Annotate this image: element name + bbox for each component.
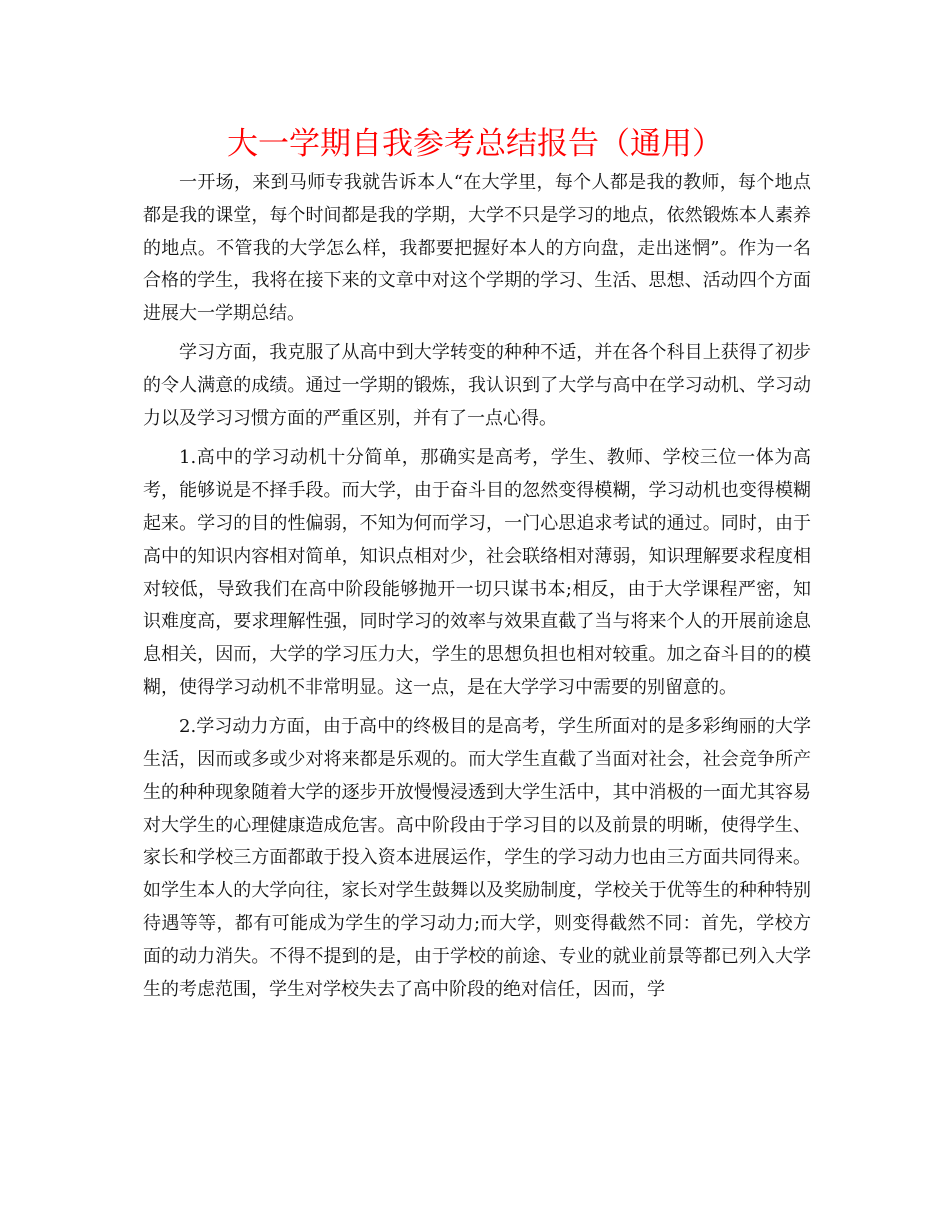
paragraph-intro: 一开场，来到马师专我就告诉本人“在大学里，每个人都是我的教师，每个地点都是我的课堂，每个时间都是我的学期，大学不只是学习的地点，依然锻炼本人素养的地点。不管我的大学怎么样，我都要把握好本人的方向盘，走出迷惘”。作为一名合格的学生，我将在接下来的文章中对这个学期的学习、生活、思想、活动四个方面进展大一学期总结。 bbox=[143, 172, 811, 325]
document-title: 大一学期自我参考总结报告（通用） bbox=[227, 126, 723, 162]
paragraph-study: 学习方面，我克服了从高中到大学转变的种种不适，并在各个科目上获得了初步的令人满意的成绩。通过一学期的锻炼，我认识到了大学与高中在学习动机、学习动力以及学习习惯方面的严重区别，并有了一点心得。 bbox=[143, 342, 811, 430]
document-body bbox=[143, 167, 811, 1013]
paragraph-point-1: 1.高中的学习动机十分简单，那确实是高考，学生、教师、学校三位一体为高考，能够说是不择手段。而大学，由于奋斗目的忽然变得模糊，学习动机也变得模糊起来。学习的目的性偏弱，不知为何而学习，一门心思追求考试的通过。同时，由于高中的知识内容相对简单，知识点相对少，社会联络相对薄弱，知识理解要求程度相对较低，导致我们在高中阶段能够抛开一切只谋书本;相反，由于大学课程严密，知识难度高，要求理解性强，同时学习的效率与效果直截了当与将来个人的开展前途息息相关，因而，大学的学习压力大，学生的思想负担也相对较重。加之奋斗目的的模糊，使得学习动机不非常明显。这一点，是在大学学习中需要的别留意的。 bbox=[143, 447, 811, 698]
paragraph-point-2: 2.学习动力方面，由于高中的终极目的是高考，学生所面对的是多彩绚丽的大学生活，因而或多或少对将来都是乐观的。而大学生直截了当面对社会，社会竞争所产生的种种现象随着大学的逐步开放慢慢浸透到大学生活中，其中消极的一面尤其容易对大学生的心理健康造成危害。高中阶段由于学习目的以及前景的明晰，使得学生、家长和学校三方面都敢于投入资本进展运作，学生的学习动力也由三方面共同得来。如学生本人的大学向往，家长对学生鼓舞以及奖励制度，学校关于优等生的种种特别待遇等等，都有可能成为学生的学习动力;而大学，则变得截然不同：首先，学校方面的动力消失。不得不提到的是，由于学校的前途、专业的就业前景等都已列入大学生的考虑范围，学生对学校失去了高中阶段的绝对信任，因而，学 bbox=[143, 716, 811, 1000]
